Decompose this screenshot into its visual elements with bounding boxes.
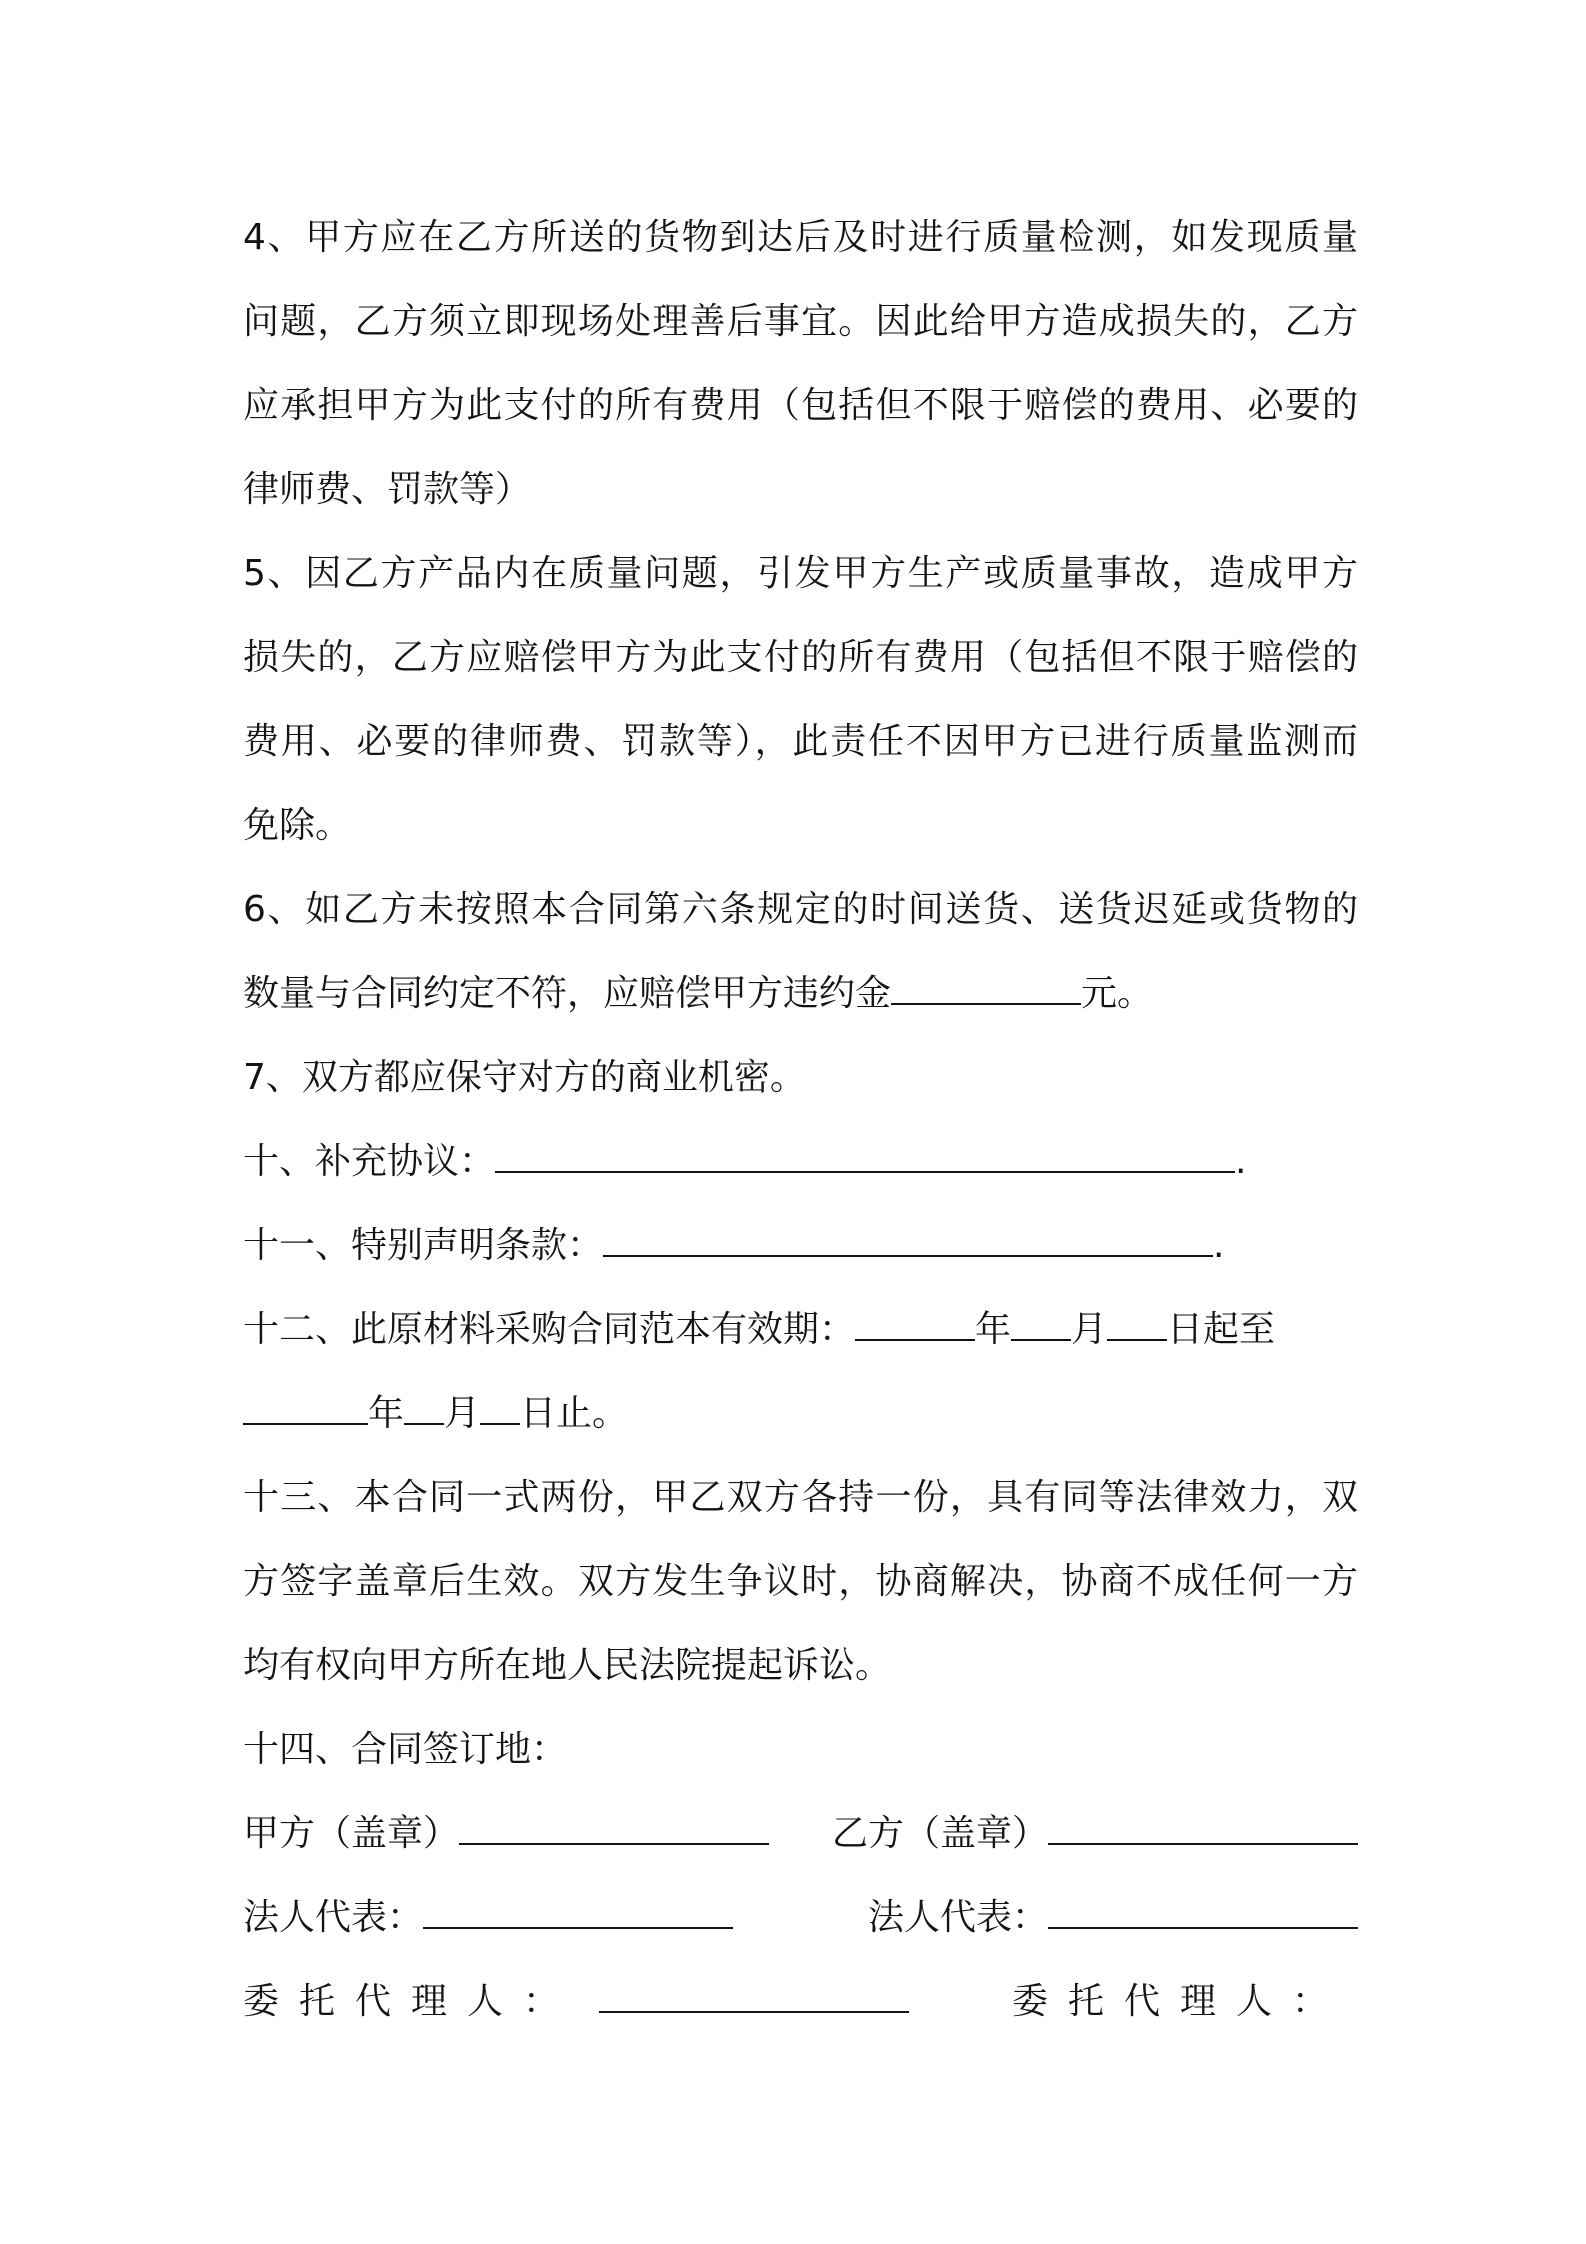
clause-6-currency: 元。 xyxy=(1081,973,1154,1014)
article-12-line-1 xyxy=(243,1288,1358,1372)
party-b-agent-label: 委托代理人： xyxy=(1011,1981,1348,2022)
article-12-label: 十二、此原材料采购合同范本有效期： xyxy=(243,1309,856,1350)
clause-4-line-2: 问题，乙方须立即现场处理善后事宜。因此给甲方造成损失的，乙方 xyxy=(243,301,1358,342)
clause-7-line-1: 7、双方都应保守对方的商业机密。 xyxy=(243,1057,806,1098)
penalty-amount-blank[interactable] xyxy=(891,973,1081,1005)
clause-5-line-4: 免除。 xyxy=(243,805,352,846)
supplement-agreement-blank[interactable] xyxy=(495,1141,1235,1173)
party-a-seal-blank[interactable] xyxy=(459,1813,769,1845)
clause-5-line-2: 损失的，乙方应赔偿甲方为此支付的所有费用（包括但不限于赔偿的 xyxy=(243,637,1358,678)
party-b-legal-rep-blank[interactable] xyxy=(1048,1897,1358,1929)
party-a-agent xyxy=(243,1960,909,2044)
clause-5-line-1: 5、因乙方产品内在质量问题，引发甲方生产或质量事故，造成甲方 xyxy=(243,553,1358,594)
end-year-blank[interactable] xyxy=(243,1393,368,1425)
start-year-unit: 年 xyxy=(975,1309,1012,1350)
party-a-seal-label: 甲方（盖章） xyxy=(243,1813,460,1854)
party-a-seal xyxy=(243,1792,769,1876)
party-a-legal-rep-blank[interactable] xyxy=(423,1897,733,1929)
end-month-blank[interactable] xyxy=(404,1393,444,1425)
party-a-legal-rep-label: 法人代表： xyxy=(243,1897,424,1938)
start-month-blank[interactable] xyxy=(1011,1309,1071,1341)
party-a-agent-label: 委托代理人： xyxy=(243,1981,580,2022)
clause-6-penalty-label: 数量与合同约定不符，应赔偿甲方违约金 xyxy=(243,973,892,1014)
seal-row xyxy=(243,1792,1358,1876)
party-b-seal xyxy=(832,1792,1358,1876)
clause-6-line-1: 6、如乙方未按照本合同第六条规定的时间送货、送货迟延或货物的 xyxy=(243,889,1358,930)
start-month-unit: 月 xyxy=(1071,1309,1108,1350)
start-day-blank[interactable] xyxy=(1107,1309,1167,1341)
clause-6-line-2 xyxy=(243,952,1358,1036)
party-b-seal-label: 乙方（盖章） xyxy=(831,1813,1048,1854)
article-13-line-2: 方签字盖章后生效。双方发生争议时，协商解决，协商不成任何一方 xyxy=(243,1561,1358,1602)
clause-5-line-3: 费用、必要的律师费、罚款等），此责任不因甲方已进行质量监测而 xyxy=(243,721,1358,762)
article-11-end: . xyxy=(1213,1225,1225,1266)
party-a-agent-blank[interactable] xyxy=(599,1981,909,2013)
clause-4-line-1: 4、甲方应在乙方所送的货物到达后及时进行质量检测，如发现质量 xyxy=(243,217,1358,258)
special-terms-blank[interactable] xyxy=(603,1225,1213,1257)
article-11-label: 十一、特别声明条款： xyxy=(243,1225,604,1266)
party-b-agent xyxy=(1012,1960,1348,2044)
start-year-blank[interactable] xyxy=(855,1309,975,1341)
legal-rep-row xyxy=(243,1876,1358,1960)
article-10-label: 十、补充协议： xyxy=(243,1141,496,1182)
end-month-unit: 月 xyxy=(444,1393,481,1434)
end-day-blank[interactable] xyxy=(480,1393,520,1425)
party-b-seal-blank[interactable] xyxy=(1048,1813,1358,1845)
article-10-end: . xyxy=(1235,1141,1247,1182)
start-day-unit: 日起至 xyxy=(1167,1309,1276,1350)
party-b-legal-rep xyxy=(868,1876,1358,1960)
article-12-line-2 xyxy=(243,1372,1358,1456)
article-10 xyxy=(243,1120,1358,1204)
party-b-legal-rep-label: 法人代表： xyxy=(867,1897,1048,1938)
article-13-line-3: 均有权向甲方所在地人民法院提起诉讼。 xyxy=(243,1645,892,1686)
article-14: 十四、合同签订地： xyxy=(243,1729,568,1770)
end-day-unit: 日止。 xyxy=(520,1393,629,1434)
clause-4-line-3: 应承担甲方为此支付的所有费用（包括但不限于赔偿的费用、必要的 xyxy=(243,385,1358,426)
end-year-unit: 年 xyxy=(368,1393,405,1434)
article-11 xyxy=(243,1204,1358,1288)
contract-page xyxy=(243,196,1358,2044)
article-13-line-1: 十三、本合同一式两份，甲乙双方各持一份，具有同等法律效力，双 xyxy=(243,1477,1358,1518)
party-a-legal-rep xyxy=(243,1876,733,1960)
agent-row xyxy=(243,1960,1358,2044)
clause-4-line-4: 律师费、罚款等） xyxy=(243,469,532,510)
